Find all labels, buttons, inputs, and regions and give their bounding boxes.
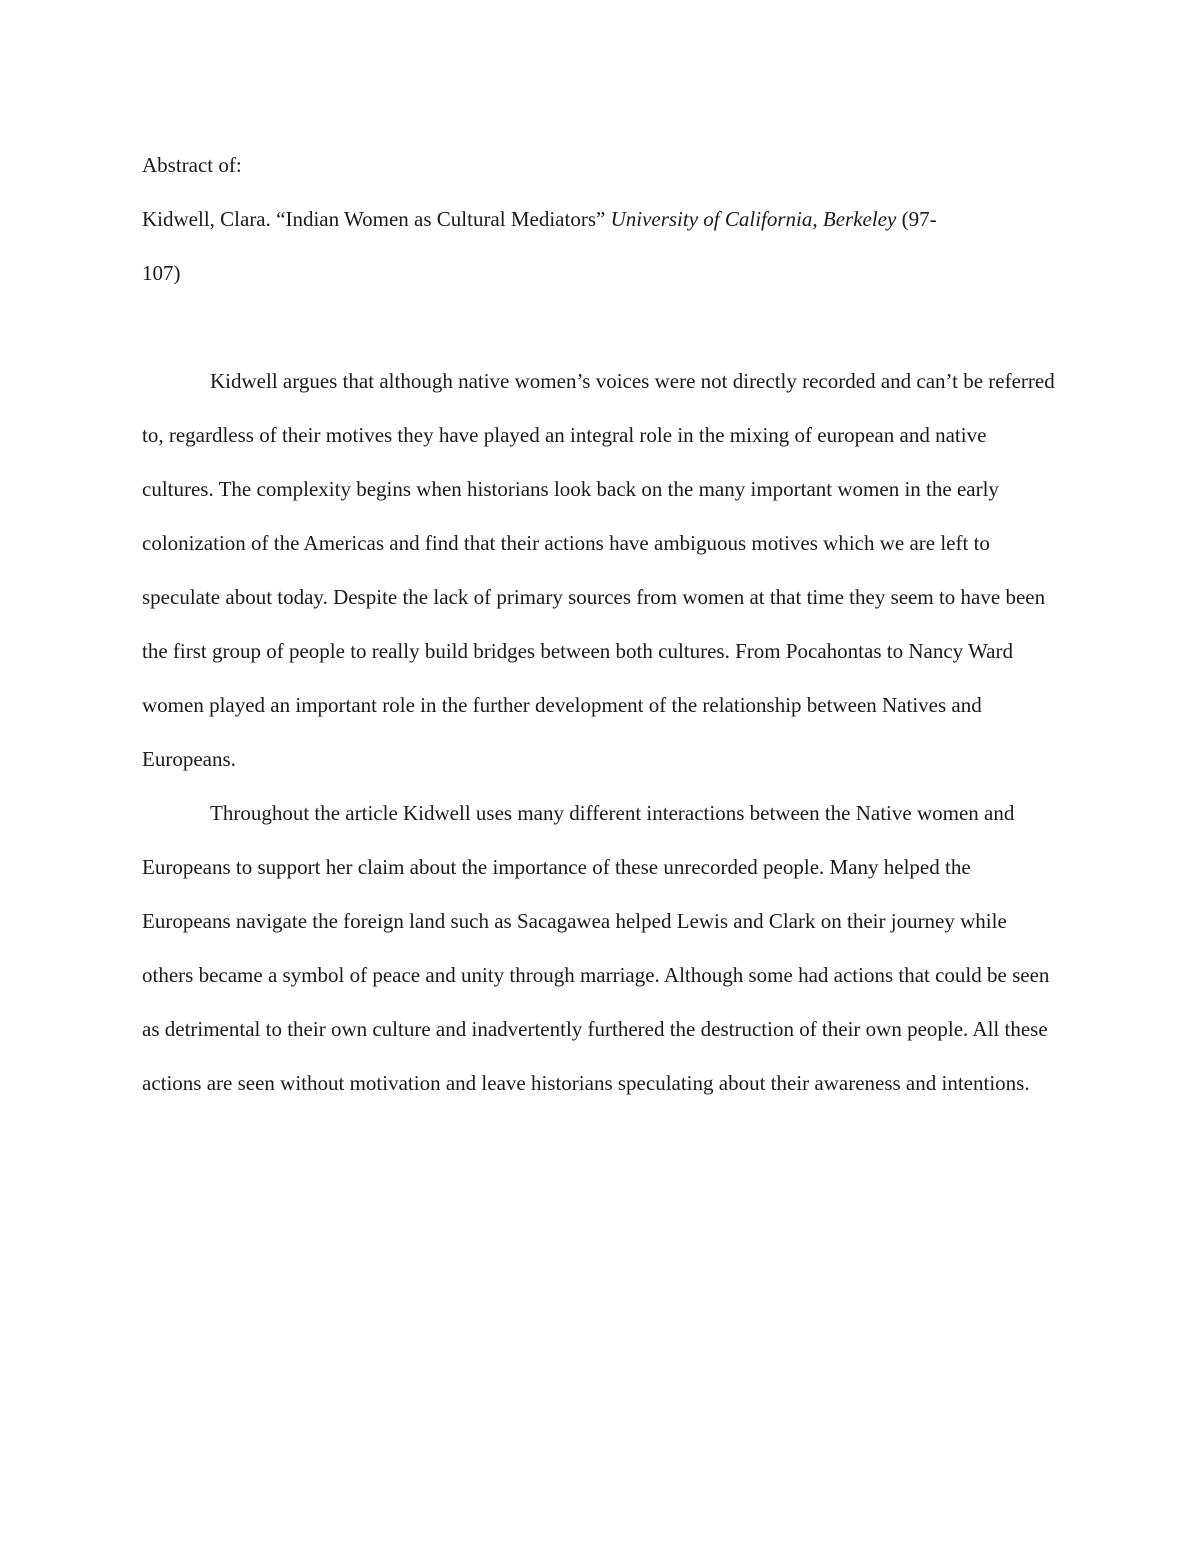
- citation-title: “Indian Women as Cultural Mediators”: [276, 207, 606, 231]
- document-content: [142, 138, 1060, 1110]
- citation: [142, 192, 1060, 300]
- citation-pages: (97-: [901, 207, 937, 231]
- citation-pages-continued: 107): [142, 261, 181, 285]
- body-paragraph-2: Throughout the article Kidwell uses many different interactions between the Native women and Europeans to support her claim about the importance of these unrecorded people. Many helped the Europeans navigate the foreign land such as Sacagawea helped Lewis and Clark on their journey while others became a symbol of peace and unity through marriage. Although some had actions that could be seen as detrimental to their own culture and inadvertently furthered the destruction of their own people. All these actions are seen without motivation and leave historians speculating about their awareness and intentions.: [142, 801, 1050, 1095]
- citation-venue: University of California, Berkeley: [610, 207, 897, 231]
- spacer: [142, 300, 1060, 354]
- citation-author: Kidwell, Clara.: [142, 207, 271, 231]
- abstract-heading: Abstract of:: [142, 153, 242, 177]
- body-paragraph-1: Kidwell argues that although native women’s voices were not directly recorded and can’t be referred to, regardless of their motives they have played an integral role in the mixing of european and native cultures. The complexity begins when historians look back on the many important women in the early colonization of the Americas and find that their actions have ambiguous motives which we are left to speculate about today. Despite the lack of primary sources from women at that time they seem to have been the first group of people to really build bridges between both cultures. From Pocahontas to Nancy Ward women played an important role in the further development of the relationship between Natives and Europeans.: [142, 369, 1055, 771]
